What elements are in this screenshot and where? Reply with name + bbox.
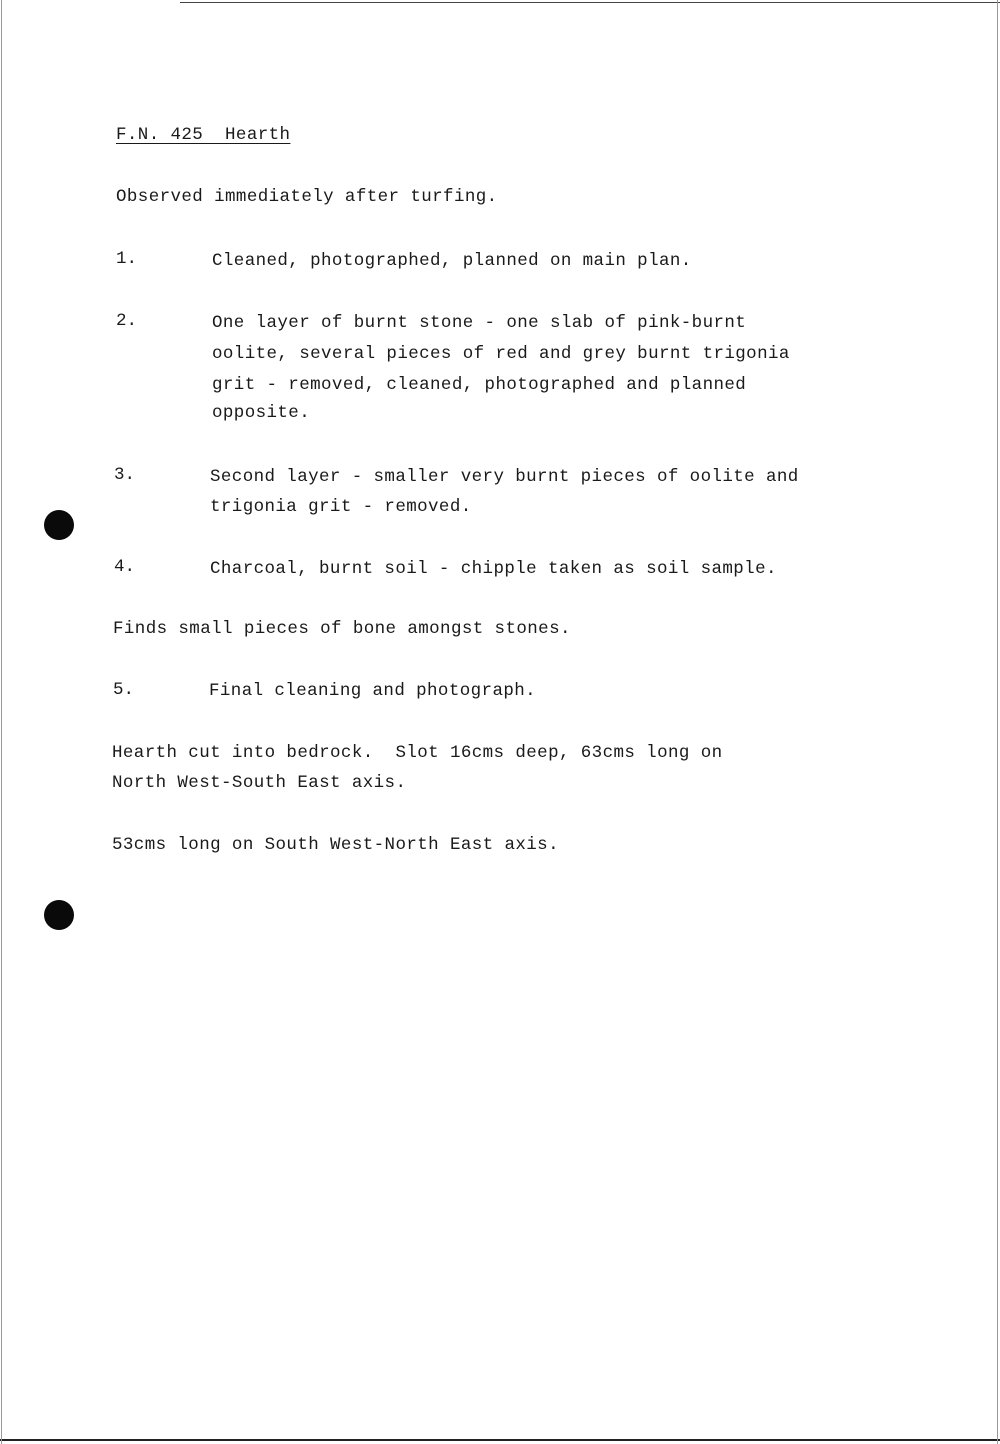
page-edge-bottom	[0, 1439, 1000, 1441]
intro-line: Observed immediately after turfing.	[116, 187, 498, 207]
item-number-5: 5.	[113, 680, 135, 700]
document-title: F.N. 425 Hearth	[116, 125, 291, 145]
item-1-line-1: Cleaned, photographed, planned on main plan.	[212, 251, 692, 271]
item-4-line-1: Charcoal, burnt soil - chipple taken as soil sample.	[210, 559, 777, 579]
item-3-line-1: Second layer - smaller very burnt pieces of oolite and	[210, 467, 799, 487]
punch-hole-lower	[44, 900, 74, 930]
item-3-line-2: trigonia grit - removed.	[210, 497, 472, 517]
item-5-line-1: Final cleaning and photograph.	[209, 681, 537, 701]
item-2-line-3: grit - removed, cleaned, photographed and planned	[212, 375, 747, 395]
item-number-1: 1.	[116, 249, 138, 269]
item-number-4: 4.	[114, 557, 136, 577]
punch-hole-upper	[44, 510, 74, 540]
hearth-cut-line-2: North West-South East axis.	[112, 773, 407, 793]
item-number-2: 2.	[116, 311, 138, 331]
item-number-3: 3.	[114, 465, 136, 485]
item-2-line-2: oolite, several pieces of red and grey burnt trigonia	[212, 344, 790, 364]
item-2-line-1: One layer of burnt stone - one slab of pink-burnt	[212, 313, 747, 333]
page-edge-left	[1, 0, 2, 1444]
finds-note: Finds small pieces of bone amongst stones.	[113, 619, 571, 639]
item-2-line-4: opposite.	[212, 403, 311, 423]
page-edge-right	[997, 0, 998, 1444]
second-axis-line: 53cms long on South West-North East axis.	[112, 835, 559, 855]
hearth-cut-line-1: Hearth cut into bedrock. Slot 16cms deep, 63cms long on	[112, 743, 723, 763]
page-edge-top	[180, 2, 1000, 3]
